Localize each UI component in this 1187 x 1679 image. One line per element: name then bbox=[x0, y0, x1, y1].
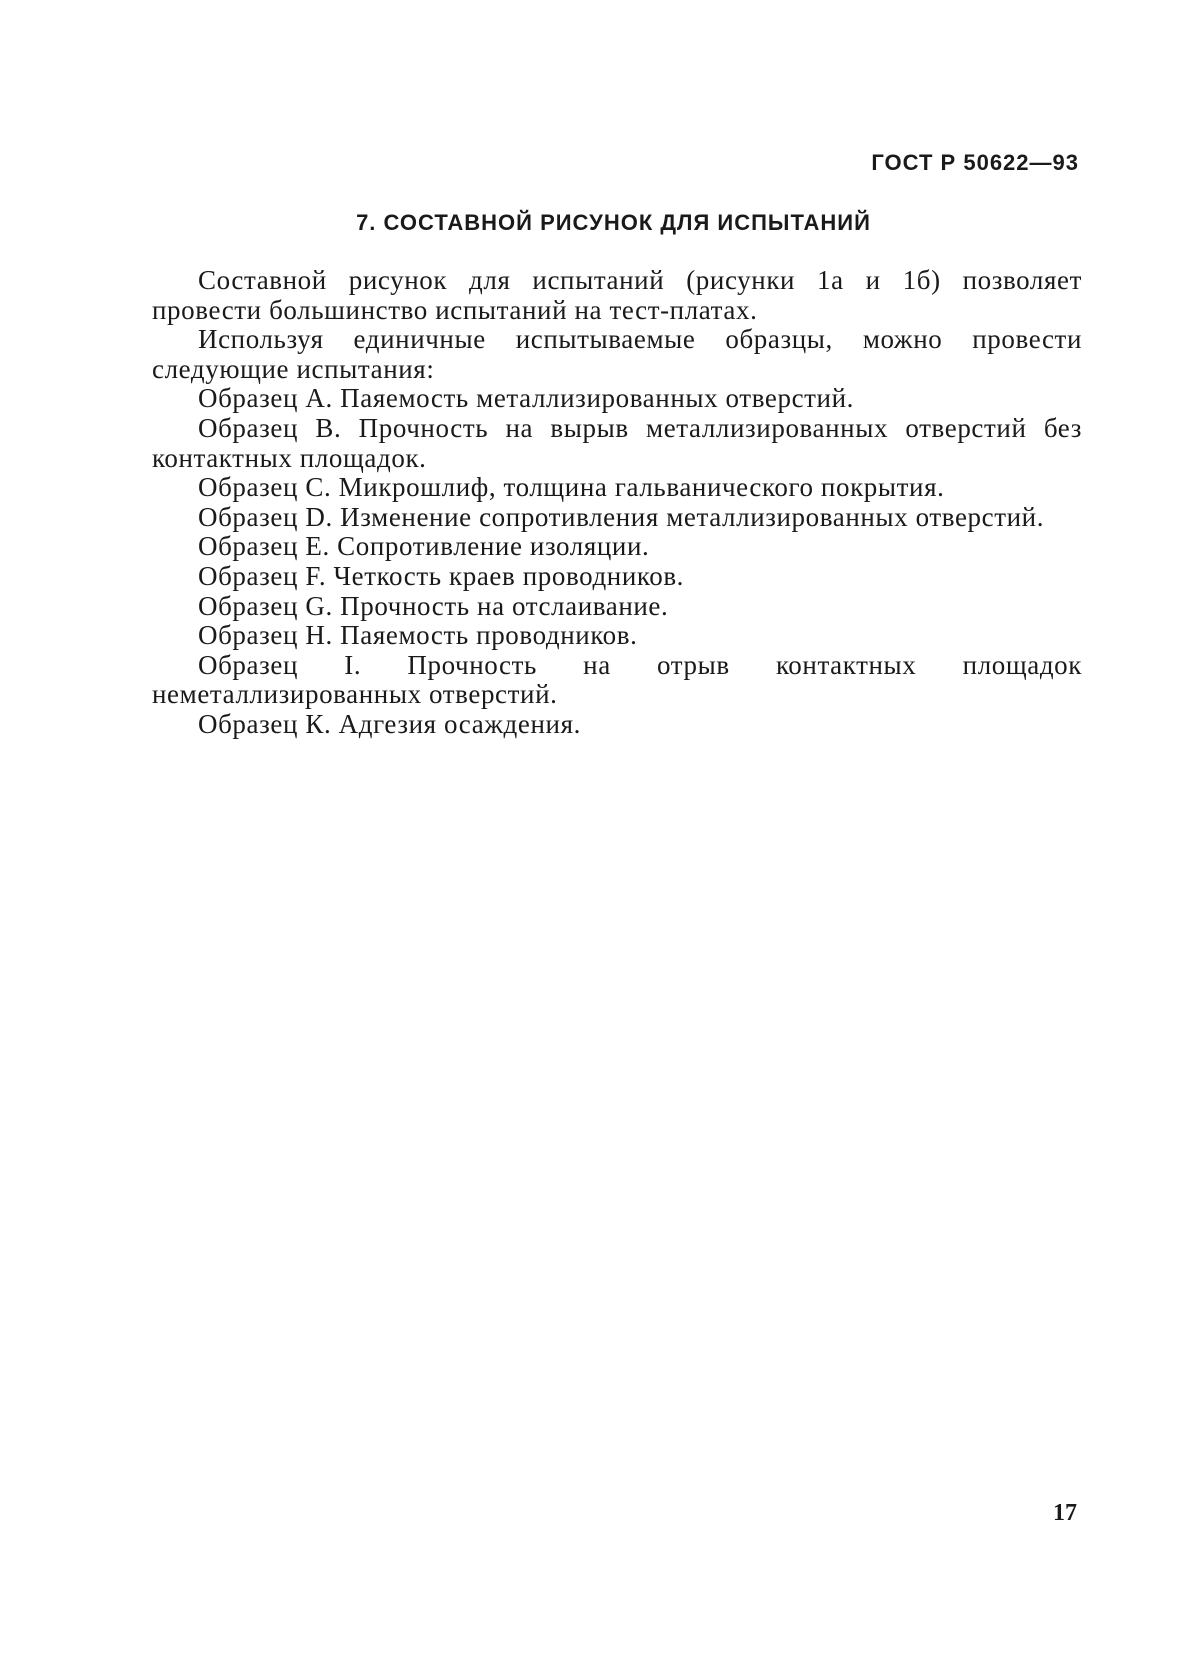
list-item-sample-d: Образец D. Изменение сопротивления металлизированных отверстий. bbox=[198, 501, 1045, 532]
page-number: 17 bbox=[1053, 1500, 1077, 1526]
list-item-sample-a: Образец А. Паяемость металлизированных отверстий. bbox=[198, 383, 855, 414]
list-item-sample-i: Образец I. Прочность на отрыв контактных площадок неметаллизированных отверстий. bbox=[152, 649, 1082, 710]
section-body bbox=[152, 266, 1082, 740]
list-item-sample-c: Образец С. Микрошлиф, толщина гальванического покрытия. bbox=[198, 472, 945, 503]
document-code: ГОСТ Р 50622—93 bbox=[871, 150, 1079, 175]
paragraph-tests-lead: Используя единичные испытываемые образцы, можно провести следующие испытания: bbox=[152, 324, 1082, 384]
section-title: 7. СОСТАВНОЙ РИСУНОК ДЛЯ ИСПЫТАНИЙ bbox=[356, 210, 871, 235]
list-item-sample-k: Образец К. Адгезия осаждения. bbox=[198, 708, 581, 739]
list-item-sample-f: Образец F. Четкость краев проводников. bbox=[198, 560, 685, 591]
list-item-sample-b: Образец В. Прочность на вырыв металлизированных отверстий без контактных площадок. bbox=[152, 412, 1082, 473]
list-item-sample-h: Образец Н. Паяемость проводников. bbox=[198, 620, 638, 651]
list-item-sample-e: Образец Е. Сопротивление изоляции. bbox=[198, 531, 650, 562]
paragraph-intro: Составной рисунок для испытаний (рисунки 1а и 1б) позволяет провести большинство испытаний на тест-платах. bbox=[152, 265, 1082, 325]
list-item-sample-g: Образец G. Прочность на отслаивание. bbox=[198, 590, 669, 621]
